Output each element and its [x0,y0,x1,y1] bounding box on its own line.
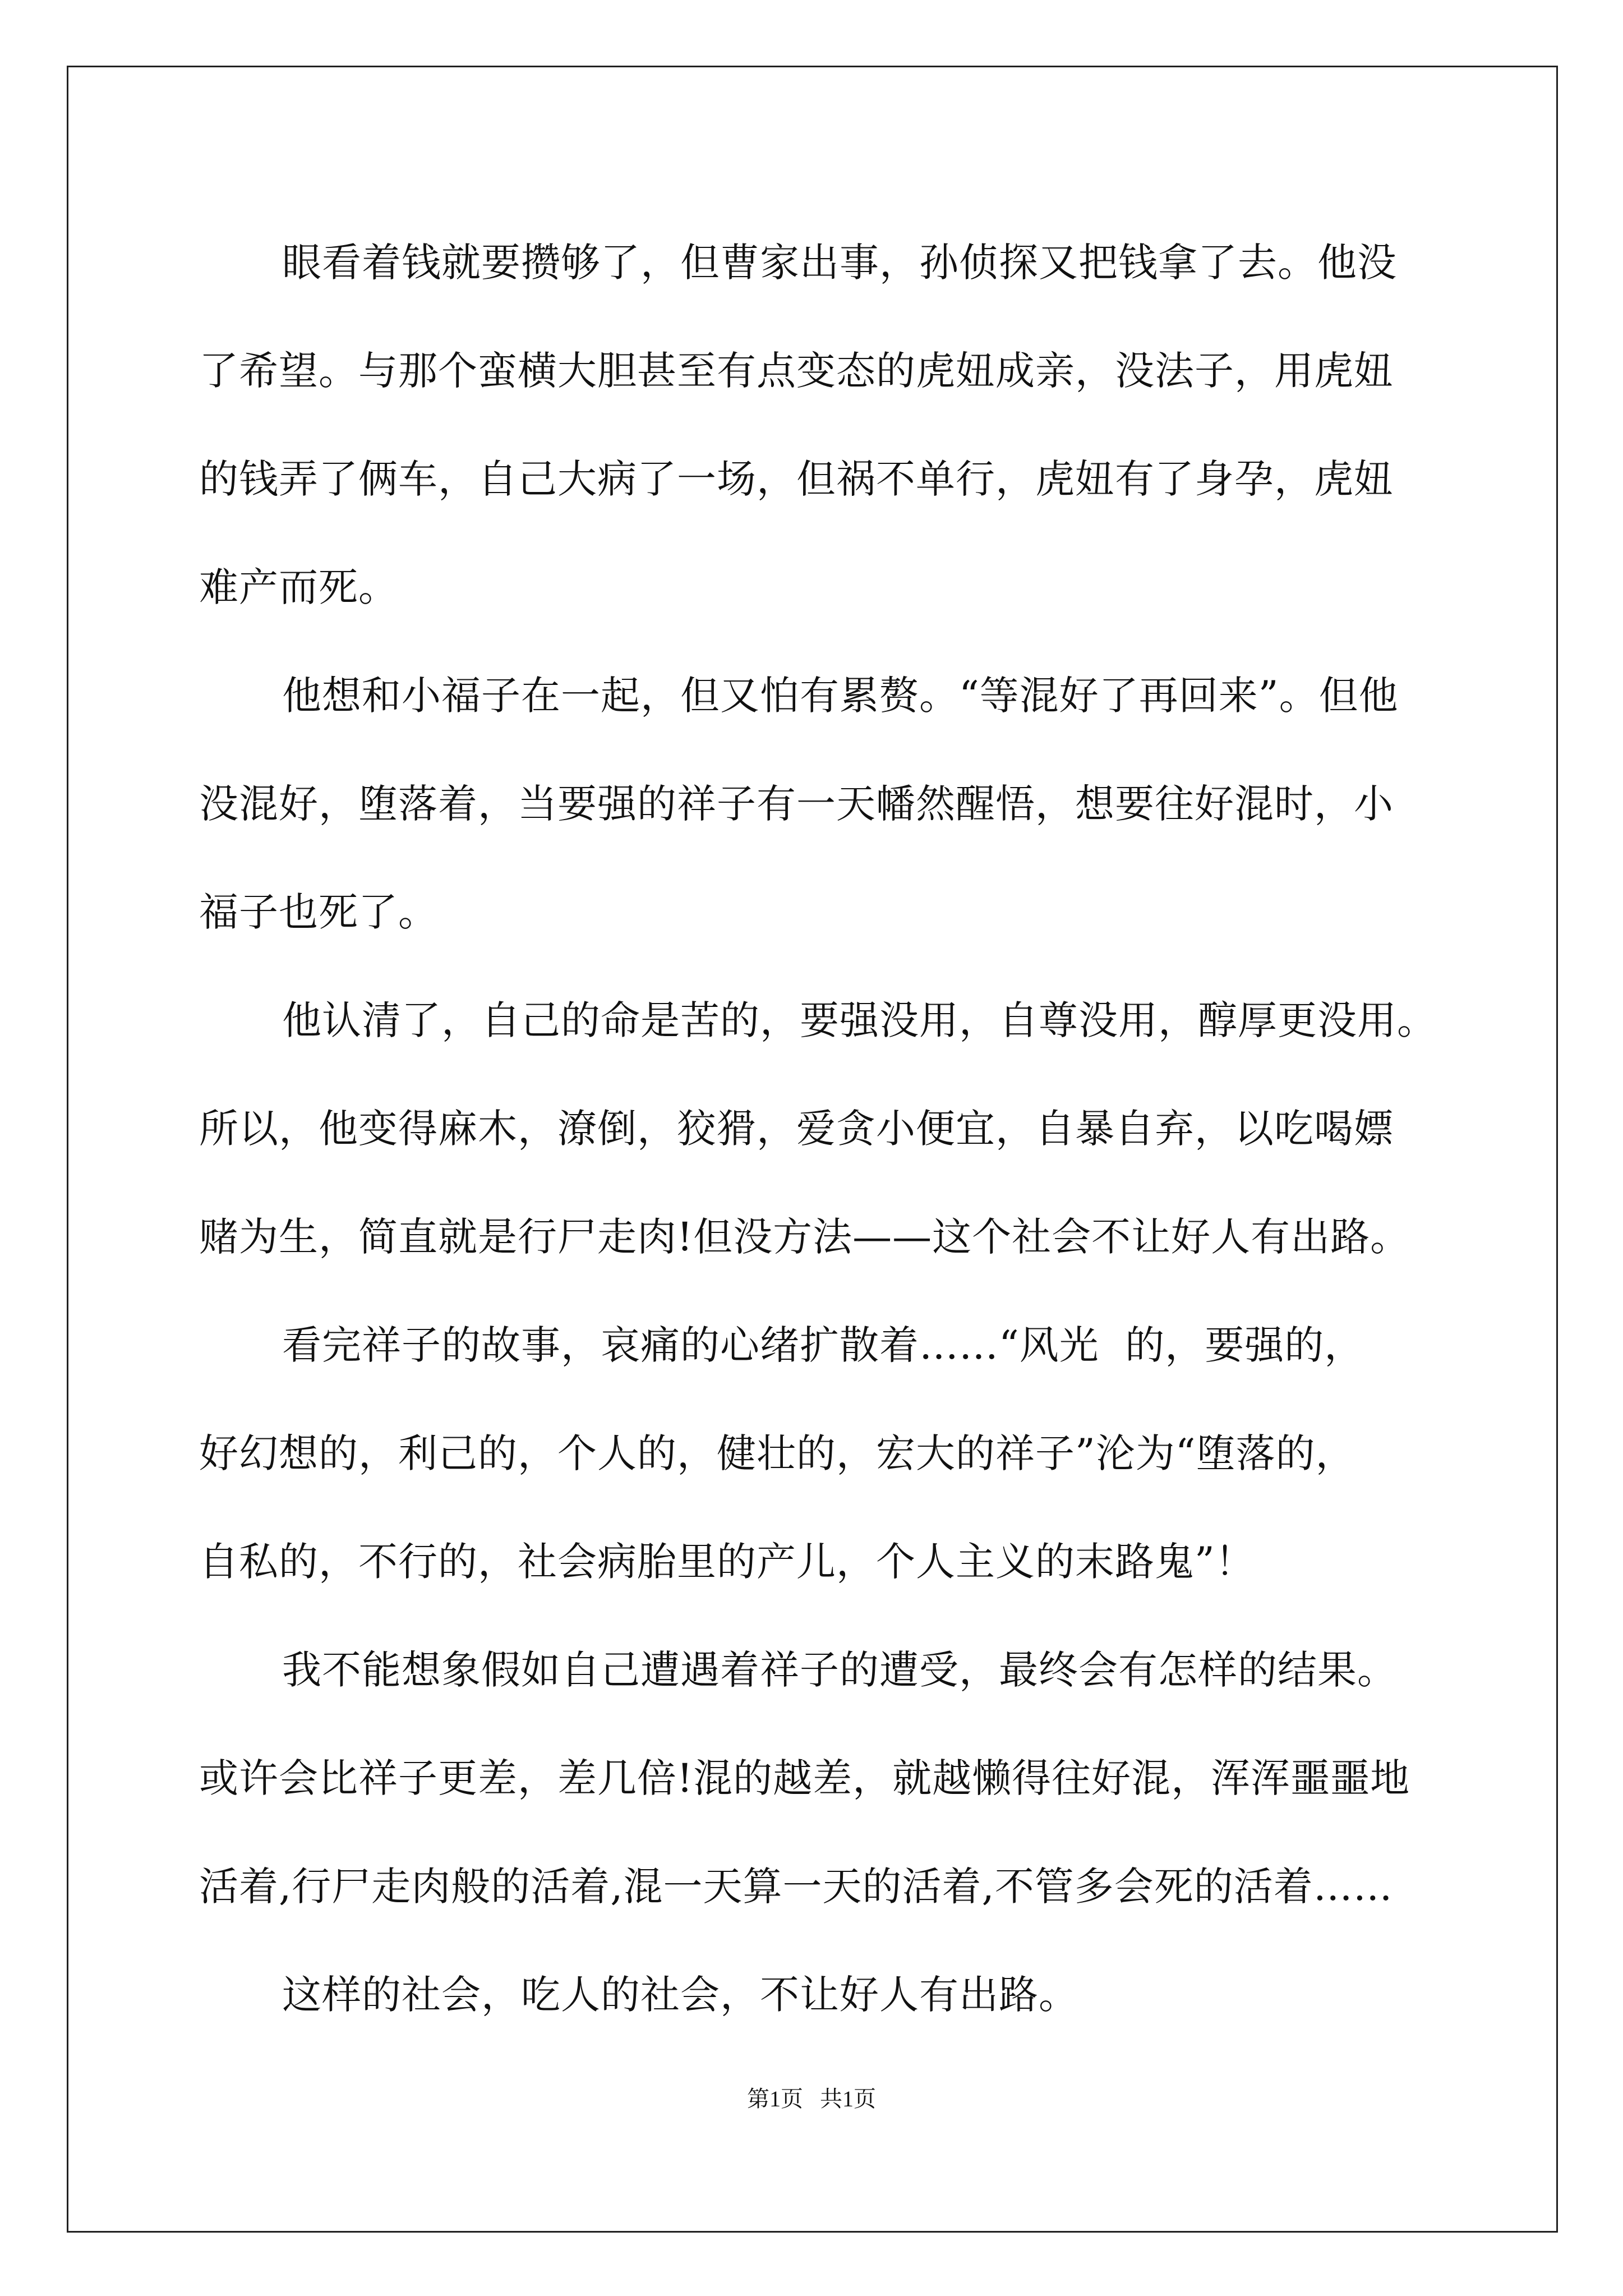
paragraph [199,967,1450,1291]
text-line: 活着,行尸走肉般的活着,混一天算一天的活着,不管多会死的活着…… [199,1864,1393,1910]
document-body [199,209,1450,2049]
page-footer [0,2081,1623,2113]
text-line: 他想和小福子在一起，但又怕有累赘。“等混好了再回来”。但他 [282,673,1399,719]
text-line: 这样的社会，吃人的社会，不让好人有出路。 [282,1972,1078,2018]
text-line: 赌为生，简直就是行尸走肉!但没方法——这个社会不让好人有出路。 [199,1214,1410,1260]
text-line: 难产而死。 [199,564,398,610]
text-line: 他认清了，自己的命是苦的，要强没用，自尊没用，醇厚更没用。 [282,997,1437,1043]
paragraph [199,1616,1450,1941]
text-line: 没混好，堕落着，当要强的祥子有一天幡然醒悟，想要往好混时，小 [199,781,1394,827]
text-line: 我不能想象假如自己遭遇着祥子的遭受，最终会有怎样的结果。 [282,1647,1397,1693]
page-number: 第1页 共1页 [747,2086,876,2111]
text-line: 自私的，不行的，社会病胎里的产儿，个人主义的末路鬼”！ [199,1539,1255,1585]
text-line: 的钱弄了俩车，自己大病了一场，但祸不单行，虎妞有了身孕，虎妞 [199,456,1394,502]
text-line: 好幻想的，利己的，个人的，健壮的，宏大的祥子”沦为“堕落的， [199,1430,1355,1476]
text-line: 或许会比祥子更差，差几倍!混的越差，就越懒得往好混，浑浑噩噩地 [199,1755,1410,1801]
text-line: 所以，他变得麻木，潦倒，狡猾，爱贪小便宜，自暴自弃，以吃喝嫖 [199,1106,1394,1152]
text-line: 眼看着钱就要攒够了，但曹家出事，孙侦探又把钱拿了去。他没 [282,240,1397,286]
paragraph [199,1291,1450,1616]
paragraph [199,1941,1450,2049]
paragraph [199,642,1450,967]
text-line: 了希望。与那个蛮横大胆甚至有点变态的虎妞成亲，没法子，用虎妞 [199,348,1394,394]
text-line: 看完祥子的故事，哀痛的心绪扩散着……“风光 的，要强的， [282,1322,1364,1368]
text-line: 福子也死了。 [199,889,438,935]
paragraph [199,209,1450,642]
